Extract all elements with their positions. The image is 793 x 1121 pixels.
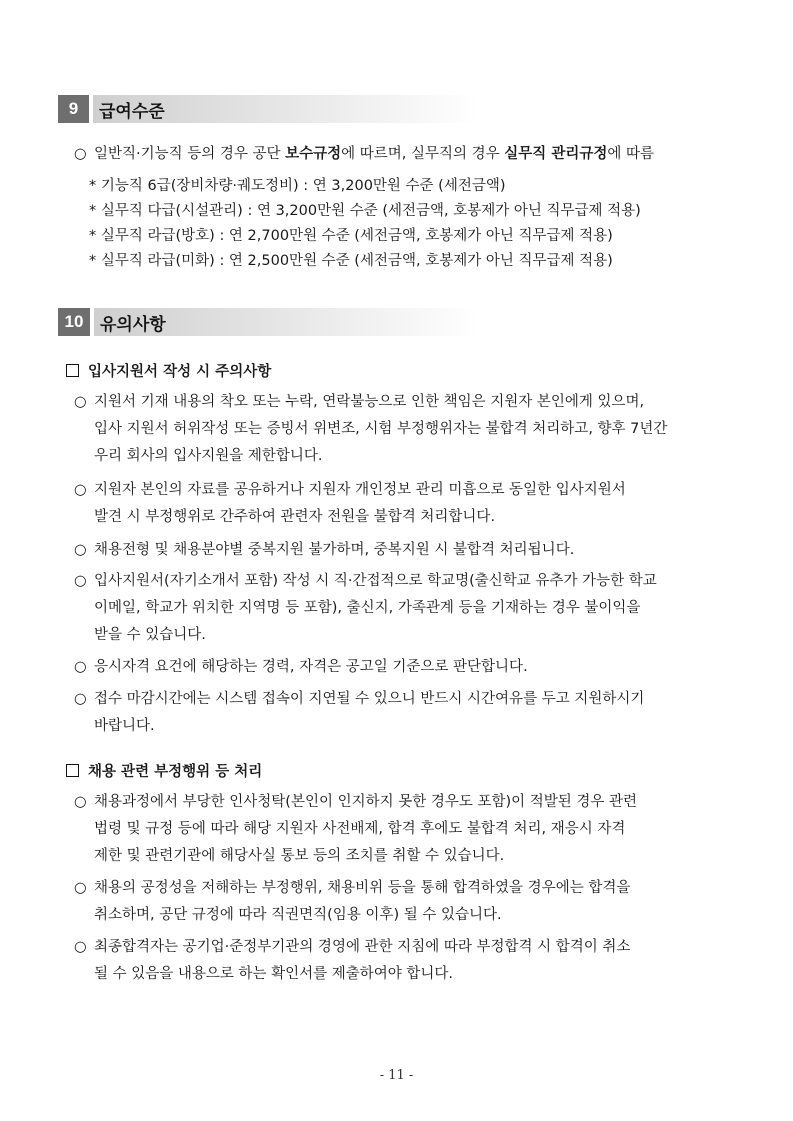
notice-line: 받을 수 있습니다. <box>94 627 206 643</box>
section-number: 9 <box>58 95 89 123</box>
salary-main-line: ○ 일반직·기능직 등의 경우 공단 보수규정에 따르며, 실무직의 경우 실무직 관리규정에 따름 <box>74 146 655 162</box>
page-number: - 11 - <box>379 1068 414 1083</box>
salary-note: * 실무직 라급(미화) : 연 2,500만원 수준 (세전금액, 호봉제가 아닌 직무급제 적용) <box>89 253 613 269</box>
checkbox-square-icon <box>66 364 79 377</box>
section-number: 10 <box>58 308 90 336</box>
checkbox-square-icon <box>66 764 79 777</box>
notice-line: 제한 및 관련기관에 해당사실 통보 등의 조치를 취할 수 있습니다. <box>94 848 505 864</box>
notice-line: 바랍니다. <box>94 718 155 734</box>
salary-note: * 실무직 라급(방호) : 연 2,700만원 수준 (세전금액, 호봉제가 아닌 직무급제 적용) <box>89 228 613 244</box>
notice-line: 법령 및 규정 등에 따라 해당 지원자 사전배제, 합격 후에도 불합격 처리, 재응시 자격 <box>94 821 626 837</box>
subheading-application-notes: 입사지원서 작성 시 주의사항 <box>66 360 271 381</box>
bullet-icon: ○ <box>74 146 87 162</box>
subheading-fraud-handling: 채용 관련 부정행위 등 처리 <box>66 760 262 781</box>
notice-line: ○ 입사지원서(자기소개서 포함) 작성 시 직·간접적으로 학교명(출신학교 유추가 가능한 학교 <box>74 573 657 589</box>
section-title: 급여수준 <box>99 101 165 122</box>
section-10-header <box>58 308 478 336</box>
notice-line: 이메일, 학교가 위치한 지역명 등 포함), 출신지, 가족관계 등을 기재하는 경우 불이익을 <box>94 600 641 616</box>
notice-line: ○ 채용의 공정성을 저해하는 부정행위, 채용비위 등을 통해 합격하였을 경우에는 합격을 <box>74 880 631 896</box>
notice-line: 우리 회사의 입사지원을 제한합니다. <box>94 448 323 464</box>
notice-line: 될 수 있음을 내용으로 하는 확인서를 제출하여야 합니다. <box>94 966 454 982</box>
notice-line: ○ 채용과정에서 부당한 인사청탁(본인이 인지하지 못한 경우도 포함)이 적발된 경우 관련 <box>74 794 638 810</box>
salary-note: * 실무직 다급(시설관리) : 연 3,200만원 수준 (세전금액, 호봉제가 아닌 직무급제 적용) <box>89 203 641 219</box>
notice-line: ○ 지원서 기재 내용의 착오 또는 누락, 연락불능으로 인한 책임은 지원자 본인에게 있으며, <box>74 394 645 410</box>
notice-line: 취소하며, 공단 규정에 따라 직권면직(임용 이후) 될 수 있습니다. <box>94 907 502 923</box>
section-title: 유의사항 <box>100 314 166 335</box>
notice-line: ○ 채용전형 및 채용분야별 중복지원 불가하며, 중복지원 시 불합격 처리됩니다. <box>74 542 575 558</box>
notice-line: ○ 접수 마감시간에는 시스템 접속이 지연될 수 있으니 반드시 시간여유를 두고 지원하시기 <box>74 691 645 707</box>
notice-line: ○ 지원자 본인의 자료를 공유하거나 지원자 개인정보 관리 미흡으로 동일한 입사지원서 <box>74 482 626 498</box>
notice-line: ○ 응시자격 요건에 해당하는 경력, 자격은 공고일 기준으로 판단합니다. <box>74 659 528 675</box>
notice-line: ○ 최종합격자는 공기업·준정부기관의 경영에 관한 지침에 따라 부정합격 시 합격이 취소 <box>74 939 631 955</box>
notice-line: 발견 시 부정행위로 간주하여 관련자 전원을 불합격 처리합니다. <box>94 509 496 525</box>
section-9-header <box>58 95 478 123</box>
notice-line: 입사 지원서 허위작성 또는 증빙서 위변조, 시험 부정행위자는 불합격 처리하고, 향후 7년간 <box>94 421 668 437</box>
salary-note: * 기능직 6급(장비차량·궤도정비) : 연 3,200만원 수준 (세전금액) <box>89 178 506 194</box>
